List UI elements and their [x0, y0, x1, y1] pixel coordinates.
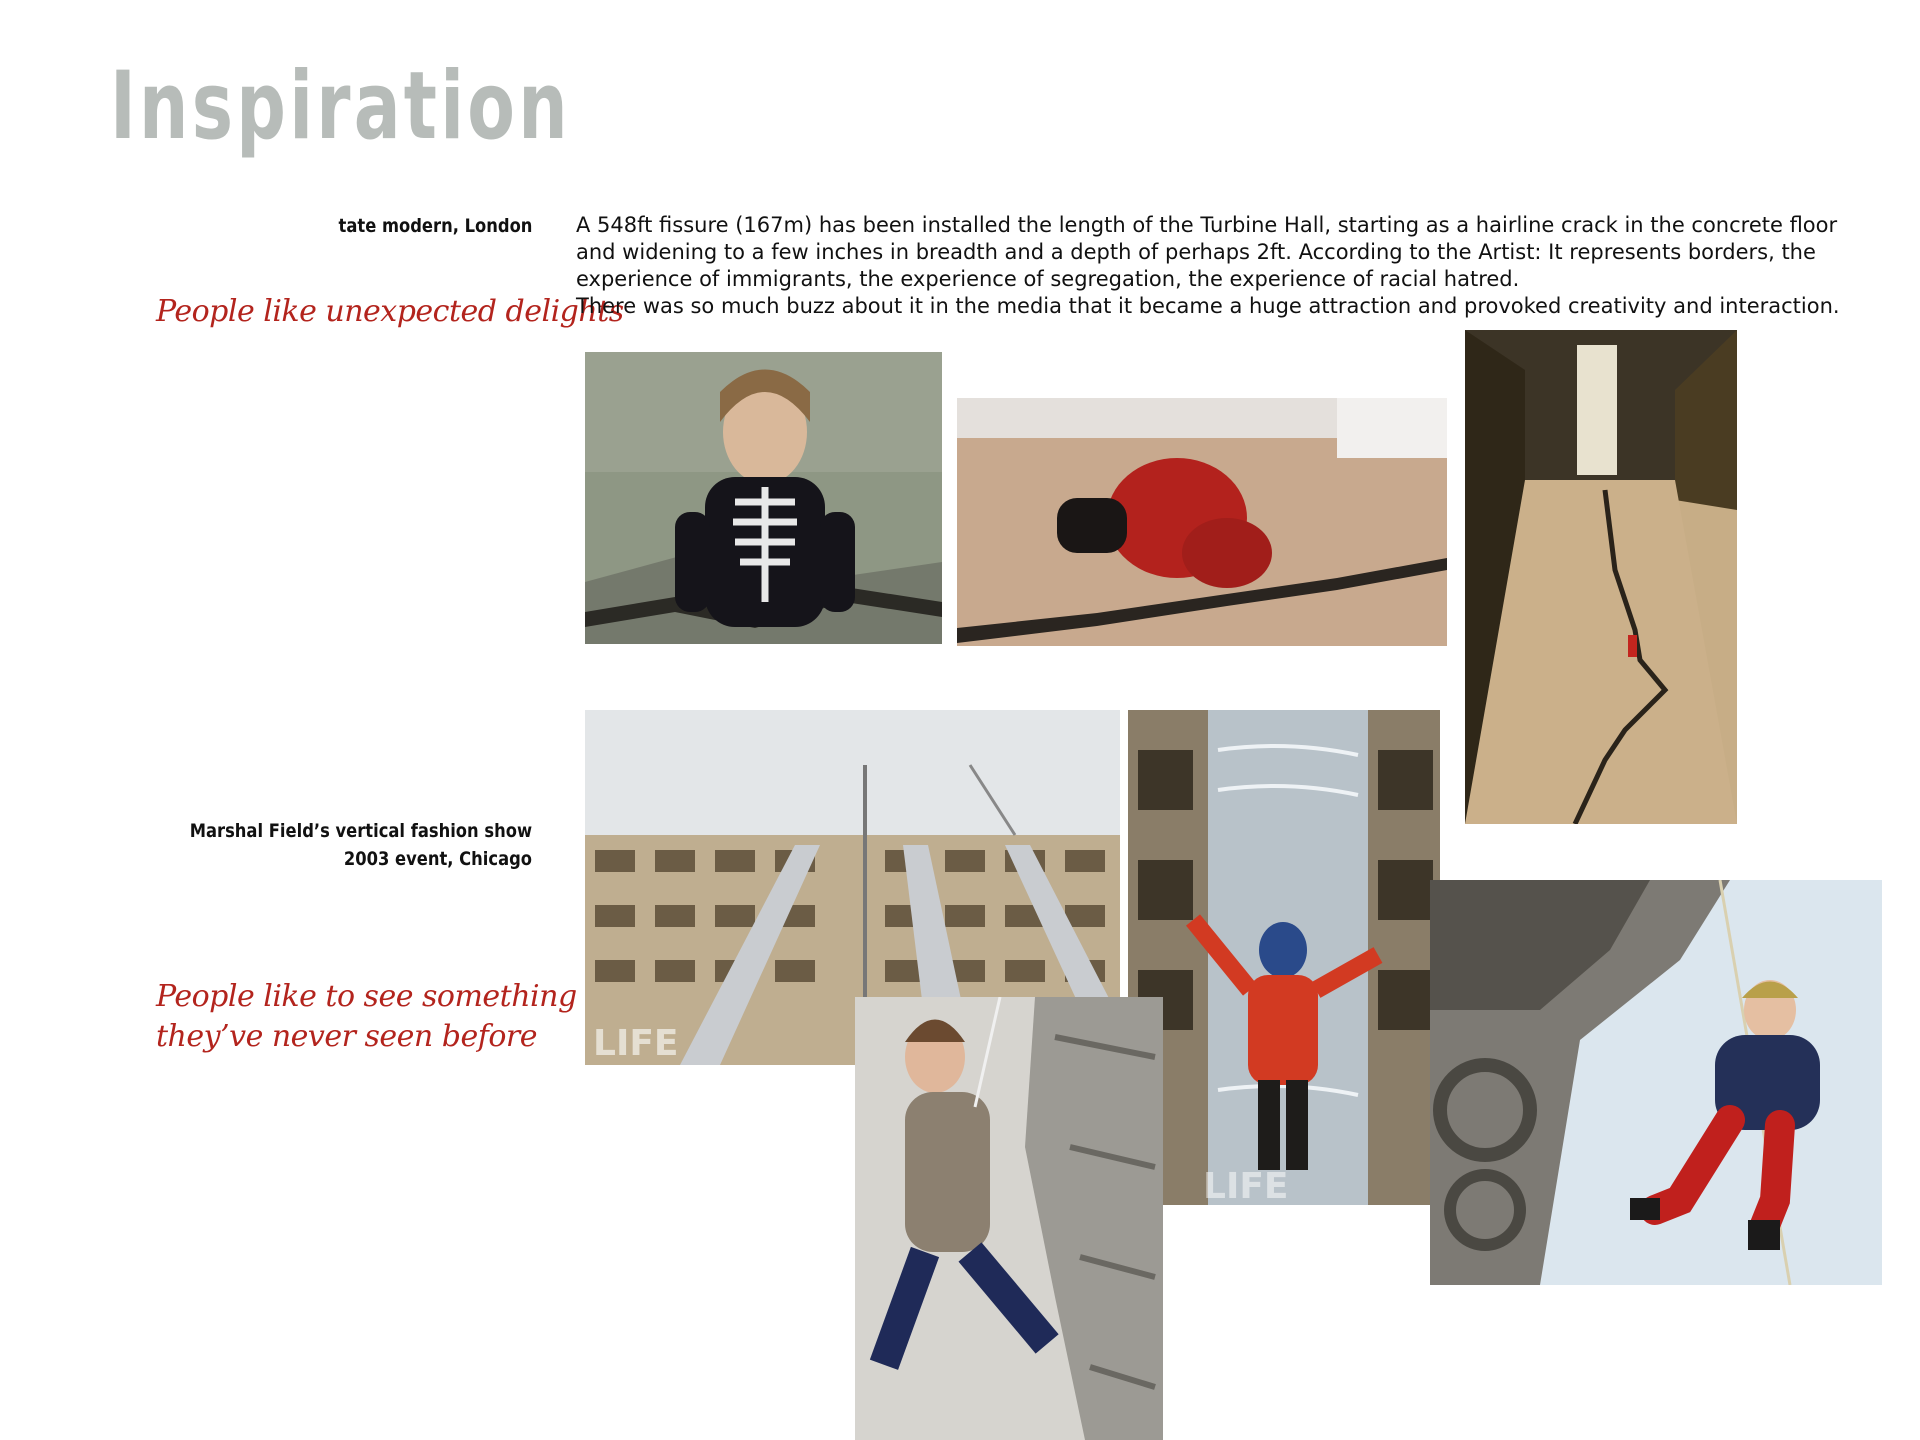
tate-handnote: People like unexpected delights: [156, 294, 624, 329]
photo-woman-leopard-top: [855, 997, 1163, 1440]
photo-woman-red-coat: [1128, 710, 1440, 1205]
marshal-caption: [190, 817, 532, 873]
watermark-text: LIFE: [1203, 1166, 1289, 1205]
marshal-caption-line-1: Marshal Field’s vertical fashion show: [189, 820, 532, 842]
photo-person-in-crack: [957, 398, 1447, 646]
page-title: Inspiration: [110, 52, 571, 161]
tate-description-paragraph-2: There was so much buzz about it in the media that it became a huge attraction and provoked creativity and interaction.: [576, 294, 1840, 318]
tate-description-paragraph-1: A 548ft fissure (167m) has been installed the length of the Turbine Hall, starting as a hairline crack in the concrete floor and widening to a few inches in breadth and a depth of perhaps 2ft. According to the Artist: It represents borders, the experience of immigrants, the experience of segregation, the experience of racial hatred.: [576, 213, 1838, 291]
marshal-handnote-line-1: People like to see something: [156, 979, 577, 1014]
photo-woman-red-tights: [1430, 880, 1882, 1285]
watermark-text: LIFE: [593, 1023, 679, 1064]
marshal-handnote: [156, 977, 577, 1057]
tate-description: [576, 212, 1866, 320]
photo-child-skeleton: [585, 352, 942, 644]
marshal-handnote-line-2: they’ve never seen before: [156, 1019, 537, 1054]
marshal-caption-line-2: 2003 event, Chicago: [343, 848, 532, 870]
tate-caption: tate modern, London: [338, 215, 532, 237]
photo-turbine-hall: [1465, 330, 1737, 824]
